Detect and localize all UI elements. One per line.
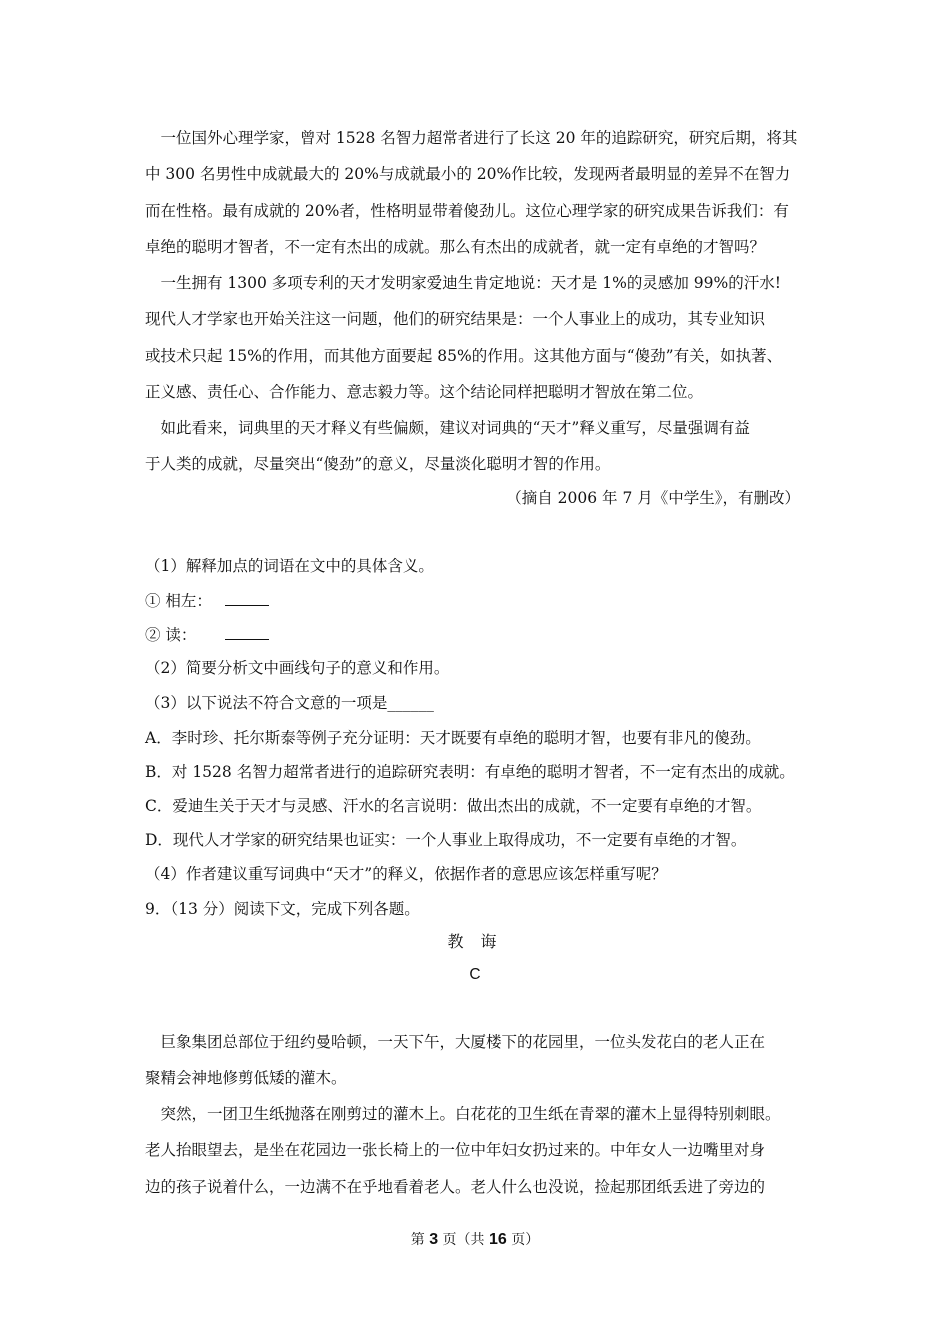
- passage-line: 一位国外心理学家，曾对 1528 名智力超常者进行了长这 20 年的追踪研究，研究后期，将其: [145, 129, 798, 147]
- question-1a-label: ① 相左：: [145, 592, 212, 610]
- passage-line: 而在性格。最有成就的 20%者，性格明显带着傻劲儿。这位心理学家的研究成果告诉我们：有: [145, 202, 789, 220]
- question-3-text: （3）以下说法不符合文意的一项是: [145, 694, 388, 712]
- article-line: 聚精会神地修剪低矮的灌木。: [145, 1069, 347, 1087]
- passage-line: 现代人才学家也开始关注这一问题，他们的研究结果是：一个人事业上的成功，其专业知识: [145, 310, 766, 328]
- article-author: C: [469, 966, 481, 983]
- question-3: [145, 693, 815, 713]
- passage-line: 一生拥有 1300 多项专利的天才发明家爱迪生肯定地说：天才是 1%的灵感加 99%的汗水!: [145, 274, 781, 292]
- page-footer: [0, 1230, 950, 1250]
- article-line: 突然，一团卫生纸抛落在刚剪过的灌木上。白花花的卫生纸在青翠的灌木上显得特别刺眼。: [145, 1105, 781, 1123]
- question-1b-label: ② 读：: [145, 626, 197, 644]
- question-2: （2）简要分析文中画线句子的意义和作用。: [145, 659, 450, 677]
- total-pages: 16: [489, 1231, 507, 1248]
- question-1b: [145, 625, 815, 645]
- passage-line: 或技术只起 15%的作用，而其他方面要起 85%的作用。这其他方面与“傻劲”有关，如执著、: [145, 347, 783, 365]
- article-line: 老人抬眼望去，是坐在花园边一张长椅上的一位中年妇女扔过来的。中年女人一边嘴里对身: [145, 1141, 766, 1159]
- question-4: （4）作者建议重写词典中“天才”的释义，依据作者的意思应该怎样重写呢？: [145, 865, 667, 883]
- answer-blank[interactable]: [225, 625, 269, 640]
- page-number: 3: [429, 1231, 439, 1248]
- passage-line: 正义感、责任心、合作能力、意志毅力等。这个结论同样把聪明才智放在第二位。: [145, 383, 704, 401]
- article-line: 巨象集团总部位于纽约曼哈顿，一天下午，大厦楼下的花园里，一位头发花白的老人正在: [145, 1033, 766, 1051]
- section-9-heading: 9．（13 分）阅读下文，完成下列各题。: [145, 900, 420, 918]
- question-1: （1）解释加点的词语在文中的具体含义。: [145, 557, 434, 575]
- article-line: 边的孩子说着什么，一边满不在乎地看着老人。老人什么也没说，捡起那团纸丢进了旁边的: [145, 1178, 766, 1196]
- footer-suffix: 页）: [506, 1232, 540, 1248]
- passage-line: 中 300 名男性中成就最大的 20%与成就最小的 20%作比较，发现两者最明显的差异不在智力: [145, 165, 791, 183]
- article-title: 教 诲: [447, 932, 503, 951]
- option-c: C．爱迪生关于天才与灵感、汗水的名言说明：做出杰出的成就，不一定要有卓绝的才智。: [145, 797, 762, 815]
- question-1a: [145, 591, 815, 611]
- option-d: D．现代人才学家的研究结果也证实：一个人事业上取得成功，不一定要有卓绝的才智。: [145, 831, 747, 849]
- question-3-blank: ______: [387, 694, 434, 712]
- option-b: B．对 1528 名智力超常者进行的追踪研究表明：有卓绝的聪明才智者，不一定有杰出的成就。: [145, 763, 795, 781]
- footer-middle: 页（共: [438, 1232, 489, 1248]
- passage-line: 如此看来，词典里的天才释义有些偏颇，建议对词典的“天才”释义重写，尽量强调有益: [145, 419, 750, 437]
- answer-blank[interactable]: [225, 591, 269, 606]
- footer-prefix: 第: [410, 1232, 430, 1248]
- source-citation: （摘自 2006 年 7 月《中学生》，有删改）: [506, 489, 800, 507]
- passage-line: 卓绝的聪明才智者，不一定有杰出的成就。那么有杰出的成就者，就一定有卓绝的才智吗？: [145, 238, 766, 256]
- passage-line: 于人类的成就，尽量突出“傻劲”的意义，尽量淡化聪明才智的作用。: [145, 455, 611, 473]
- option-a: A．李时珍、托尔斯泰等例子充分证明：天才既要有卓绝的聪明才智，也要有非凡的傻劲。: [145, 729, 761, 747]
